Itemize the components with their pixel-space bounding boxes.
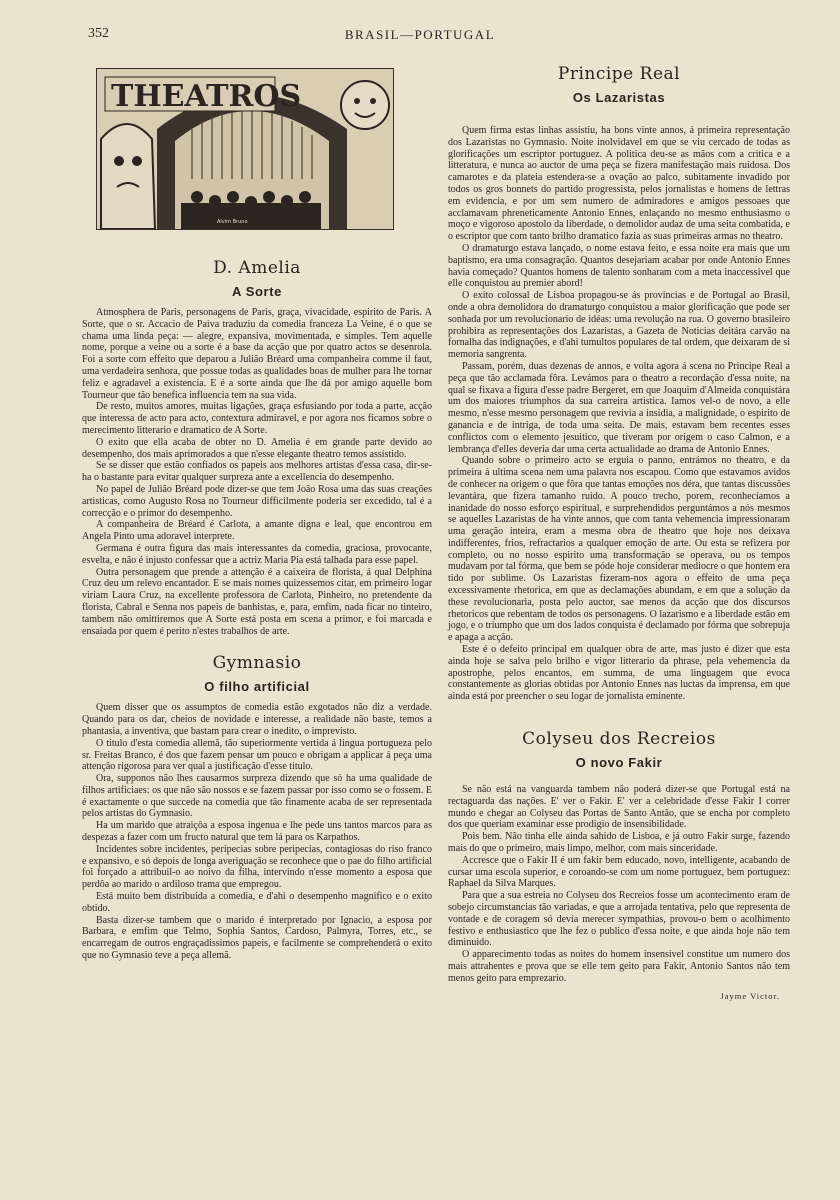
page-number: 352 <box>88 26 109 41</box>
paragraph: Passam, porém, duas dezenas de annos, e volta agora á scena no Principe Real a peça que tão acclamada fôra. Levámos para o theatro a recordação d'essa noite, na qual se fixava a figura d'esse padre Bergeret, em que Joaquim d'Almeida conquistára um dos maiores triumphos da sua carreira artistica. Iamos vel-o de novo, a elle mesmo, n'esse mesmo personagem que revivia a insidia, a malignidade, o espirito de ganancia e de intriga, de toda uma seita. De mais, estavam bem recentes esses conflictos com o elemento jesuitico, que tiveram por origem o caso Calmon, e a lembrança d'elles deveria dar uma certa actualidade ao drama de Antonio Ennes. <box>448 360 790 455</box>
banner-artist-signature: Alvim Bruno <box>217 219 248 225</box>
article-a-sorte <box>82 307 432 637</box>
article-os-lazaristas <box>448 125 790 703</box>
right-column <box>448 64 790 1001</box>
paragraph: A companheira de Bréard é Carlota, a amante digna e leal, que encontrou em Angela Pinto uma adoravel interprete. <box>82 519 432 543</box>
paragraph: Se não está na vanguarda tambem não poderá dizer-se que Portugal está na rectaguarda das nações. E' ver o Fakir. E' ver a celebridade d'esse Fakir I correr mundo e chegar ao Colyseu das Portas de Santo Antão, que se encha por completo dos que queriam examinar esse prodigio de insensibilidade. <box>448 784 790 831</box>
paragraph: O exito colossal de Lisboa propagou-se ás provincias e de Portugal ao Brasil, onde a obra demolidora do dramaturgo conquistou a maior glorificação que pode ser sonhada por um revolucionario de idéas: uma revolução na rua. O governo brasileiro prohibira as representações dos Lazaristas, a Gazeta de Noticias deitára carvão na fornalha das indignações, e d'ahi tumultos populares de tal ordem, que deixaram de si memoria sangrenta. <box>448 290 790 361</box>
paragraph: Quem disser que os assumptos de comedia estão exgotados não diz a verdade. Quando para os dar, cheios de novidade e interesse, a realidade não baste, temos a phantasia, a inventiva, que bastam para crear o inedito, o imprevisto. <box>82 702 432 737</box>
paragraph: Atmosphera de Paris, personagens de Paris, graça, vivacidade, espirito de Paris. A Sorte, que o sr. Accacio de Paiva traduziu da comedia franceza La Veine, é o que se chama uma linda peça: — alegre, expansiva, movimentada, e simples. Tem aquelle nome, porque a veine ou a sorte é a base da acção que por quatro actos se desenrola. Foi a sorte com effeito que deparou a Julião Bréard uma companheira comme il faut, uma verdadeira senhora, que possue todas as qualidades boas de mulher para lhe tornar feliz e agradavel a existencia. E é a sorte ainda que lhe dá por amigo aquelle bom Tourneur que tão benefica influencia tem na sua vida. <box>82 307 432 401</box>
paragraph: Outra personagem que prende a attenção é a caixeira de florista, á qual Delphina Cruz deu um relevo encantador. E se mais nomes quizessemos citar, em primeiro logar viriam Laura Cruz, na excellente professora de Carlota, Pinheiro, no pretendente da florista, Cabral e Senna nos papeis de banhistas, e, para, emfim, nada ficar no tinteiro, tambem não omittiremos que A Sorte está posta em scena a primor, e foi marcada e ensaiada por quem é perito n'estes trabalhos de arte. <box>82 566 432 637</box>
running-title: BRASIL—PORTUGAL <box>344 27 496 42</box>
venue-heading-colyseu: Colyseu dos Recreios <box>522 729 716 750</box>
author-signature: Jayme Victor. <box>720 990 780 1001</box>
article-o-novo-fakir <box>448 784 790 985</box>
paragraph: De resto, muitos amores, muitas ligações, graça esfusiando por toda a parte, acção que interessa de acto para acto, contextura admiravel, e por agora nos ficamos sobre o merecimento litterario e dramatico de A Sorte. <box>82 401 432 436</box>
paragraph: Está muito bem distribuida a comedia, e d'ahi o desempenho magnifico e o exito obtido. <box>82 891 432 914</box>
paragraph: Basta dizer-se tambem que o marido é interpretado por Ignacio, a esposa por Barbara, e emfim que Telmo, Sophia Santos, Cardoso, Palmyra, Torres, etc., se encarregam de outros engraçadissimos papeis, e facilmente se comprehenderá o exito que no Gymnasio teve a peça allemã. <box>82 914 432 962</box>
left-column <box>82 64 432 962</box>
paragraph: Ora, supponos não lhes causarmos surpreza dizendo que só ha uma qualidade de filhos artificiaes: os que não são nossos e se fazem passar por isso como se o fossem. E é exactamente o que succede na comedia que tão finamente acaba de ser representada pelos artistas do Gymnasio. <box>82 773 432 820</box>
paragraph: Accresce que o Fakir II é um fakir bem educado, novo, intelligente, acabando de cursar uma escola superior, e coroando-se com um nome portuguez, bem portuguez: Raphael da Silva Marques. <box>448 854 790 890</box>
paragraph: Quando sobre o primeiro acto se erguia o panno, entrámos no theatro, e da primeira á ultima scena nem uma palavra nos escapou. Como que estavamos avidos de conhecer na origem o que fôra que tantas emoções nos déra, que tantas discussões levantára, que fizera tamanho ruido. A pouco trecho, porem, reconheciamos a inanidade do nosso esforço espiritual, e surprehendidos perguntámos a nós mesmos se aquelles Lazaristas de ha vinte annos, que com tanta vehemencia impressionaram uma geração inteira, eram a mesma obra de theatro que hoje nos deixava indifferentes, frios, refractarios a qualquer emoção de arte. Ou esta se refizera por completo, ou no nosso espirito uma transformação se operava, ou os tempos mudavam por tal fórma, que bem se póde hoje considerar mediocre o que hontem era tido por sublime. Os Lazaristas fizeram-nos agora o effeito de uma peça excessivamente rhetorica, em que as declamações abundam, e em que a solução da these revolucionaria, posta pelo auctor, sae menos da acção que dos discursos rhetoricos que rebentam de todos os personagens. O lazarismo e a liberdade estão em jogo, e o triumpho que um dos lados conquista é declamado por fórma que sobrepuja e apaga a acção. <box>448 455 790 644</box>
paragraph: Este é o defeito principal em qualquer obra de arte, mas justo é dizer que esta ainda hoje se salva pelo brilho e vigor litterario da phrase, pela vehemencia da apostrophe, pelos encantos, em summa, de uma linguagem que evoca constantemente as glorias obtidas por Antonio Ennes nas luctas da imprensa, em que ainda está por preencher o seu logar de jornalista eminente. <box>448 644 790 703</box>
paragraph: Germana é outra figura das mais interessantes da comedia, graciosa, provocante, esvelta, e não é injusto confessar que a actriz Maria Pia está talhada para esse papel. <box>82 542 432 566</box>
theatre-masks-illustration <box>97 69 393 229</box>
paragraph: Ha um marido que atraiçôa a esposa ingenua e lhe pede uns tantos marcos para as despezas a fazer com um fructo natural que tem lá para os Karpathos. <box>82 820 432 844</box>
play-title-a-sorte: A Sorte <box>232 284 282 299</box>
play-title-o-novo-fakir: O novo Fakir <box>575 755 663 771</box>
venue-heading-principe-real: Principe Real <box>557 64 681 84</box>
theatros-banner <box>96 68 394 230</box>
paragraph: Quem firma estas linhas assistiu, ha bons vinte annos, á primeira representação dos Lazaristas no Gymnasio. Noite inolvidavel em que se viu cercado de todas as glorificações um escriptor portuguez. A politica deu-se as mãos com a critica e a litteratura, e nunca ao auctor de uma peça se fizera manifestação mais ruidosa. Dos camarotes e da plateia estendera-se a ovação ao palco, subitamente invadido por todos os gros bonnets do partido progressista, pelos jornalistas e homens de lettras em evidencia, e por um sem numero de admiradores e amigos pessoaes que acclamavam phreneticamente Antonio Ennes, enlaçando no mesmo enthusiasmo o moço e vigoroso apostolo da liberdade, o demolidor audaz de uma seita combatida, e o escriptor que com tanto brilho dramatico fazia as suas primeiras armas no theatro. <box>448 125 790 243</box>
paragraph: Incidentes sobre incidentes, peripecias sobre peripecias, contagiosas do riso franco e expansivo, e só depois de longa averiguação se reconhece que o pae do filho artificial foi forçado a attribuil-o ao noivo da filha, intervindo n'esse momento a esposa que perdôa ao marido o ardiloso trama que empregou. <box>82 843 432 891</box>
article-o-filho-artificial <box>82 702 432 962</box>
play-title-os-lazaristas: Os Lazaristas <box>572 90 666 105</box>
venue-heading-amelia: D. Amelia <box>213 258 301 278</box>
paragraph: O titulo d'esta comedia allemã, tão superiormente vertida á lingua portugueza pelo sr. Freitas Branco, é dos que fazem pensar um pouco e obrigam a applicar á peça uma attenção rigorosa para ver qual a justificação d'esse titulo. <box>82 737 432 773</box>
paragraph: Se se disser que estão confiados os papeis aos melhores artistas d'essa casa, dir-se-ha o bastante para evitar qualquer surpreza ante a excellencia do desempenho. <box>82 460 432 484</box>
paragraph: O exito que ella acaba de obter no D. Amelia é em grande parte devido ao desempenho, dos mais aprimorados a que n'esse elegante theatro temos assistido. <box>82 436 432 460</box>
paragraph: O apparecimento todas as noites do homem insensivel constitue um numero dos mais attrahentes e prova que se elle tem geito para Fakir, Antonio Santos não tem menos geito para emprezario. <box>448 949 790 984</box>
paragraph: No papel de Julião Bréard pode dizer-se que tem João Rosa uma das suas creações artisticas, como Augusto Rosa no Tourneur difficilmente poderia ser excedido, tal é a correcção e o primor do desempenho. <box>82 483 432 519</box>
paragraph: Para que a sua estreia no Colyseu dos Recreios fosse um acontecimento eram de sobejo circumstancias tão variadas, e que a arrojada tentativa, pelo que representa de vontade e de coragem só devia merecer sympathias, provou-o bem o acolhimento festivo e enthusiastico que lhe fez o publico d'essa noite, e que ainda hoje não tem diminuido. <box>448 890 790 949</box>
page-header <box>0 26 840 48</box>
banner-title: THEATROS <box>111 79 302 114</box>
paragraph: Pois bem. Não tinha elle ainda sahido de Lisboa, e já outro Fakir surge, fazendo mais do que o primeiro, mais limpo, melhor, com mais sinceridade. <box>448 831 790 855</box>
venue-heading-gymnasio: Gymnasio <box>212 653 302 674</box>
play-title-o-filho-artificial: O filho artificial <box>204 679 310 695</box>
paragraph: O dramaturgo estava lançado, o nome estava feito, e essa noite era mais que um baptismo, era uma consagração. Quantos desejariam acabar por onde Antonio Ennes havia começado? Quantos homens de talento sonharam com a meta inaccessivel que elle conquistou au premier abord! <box>448 242 790 290</box>
